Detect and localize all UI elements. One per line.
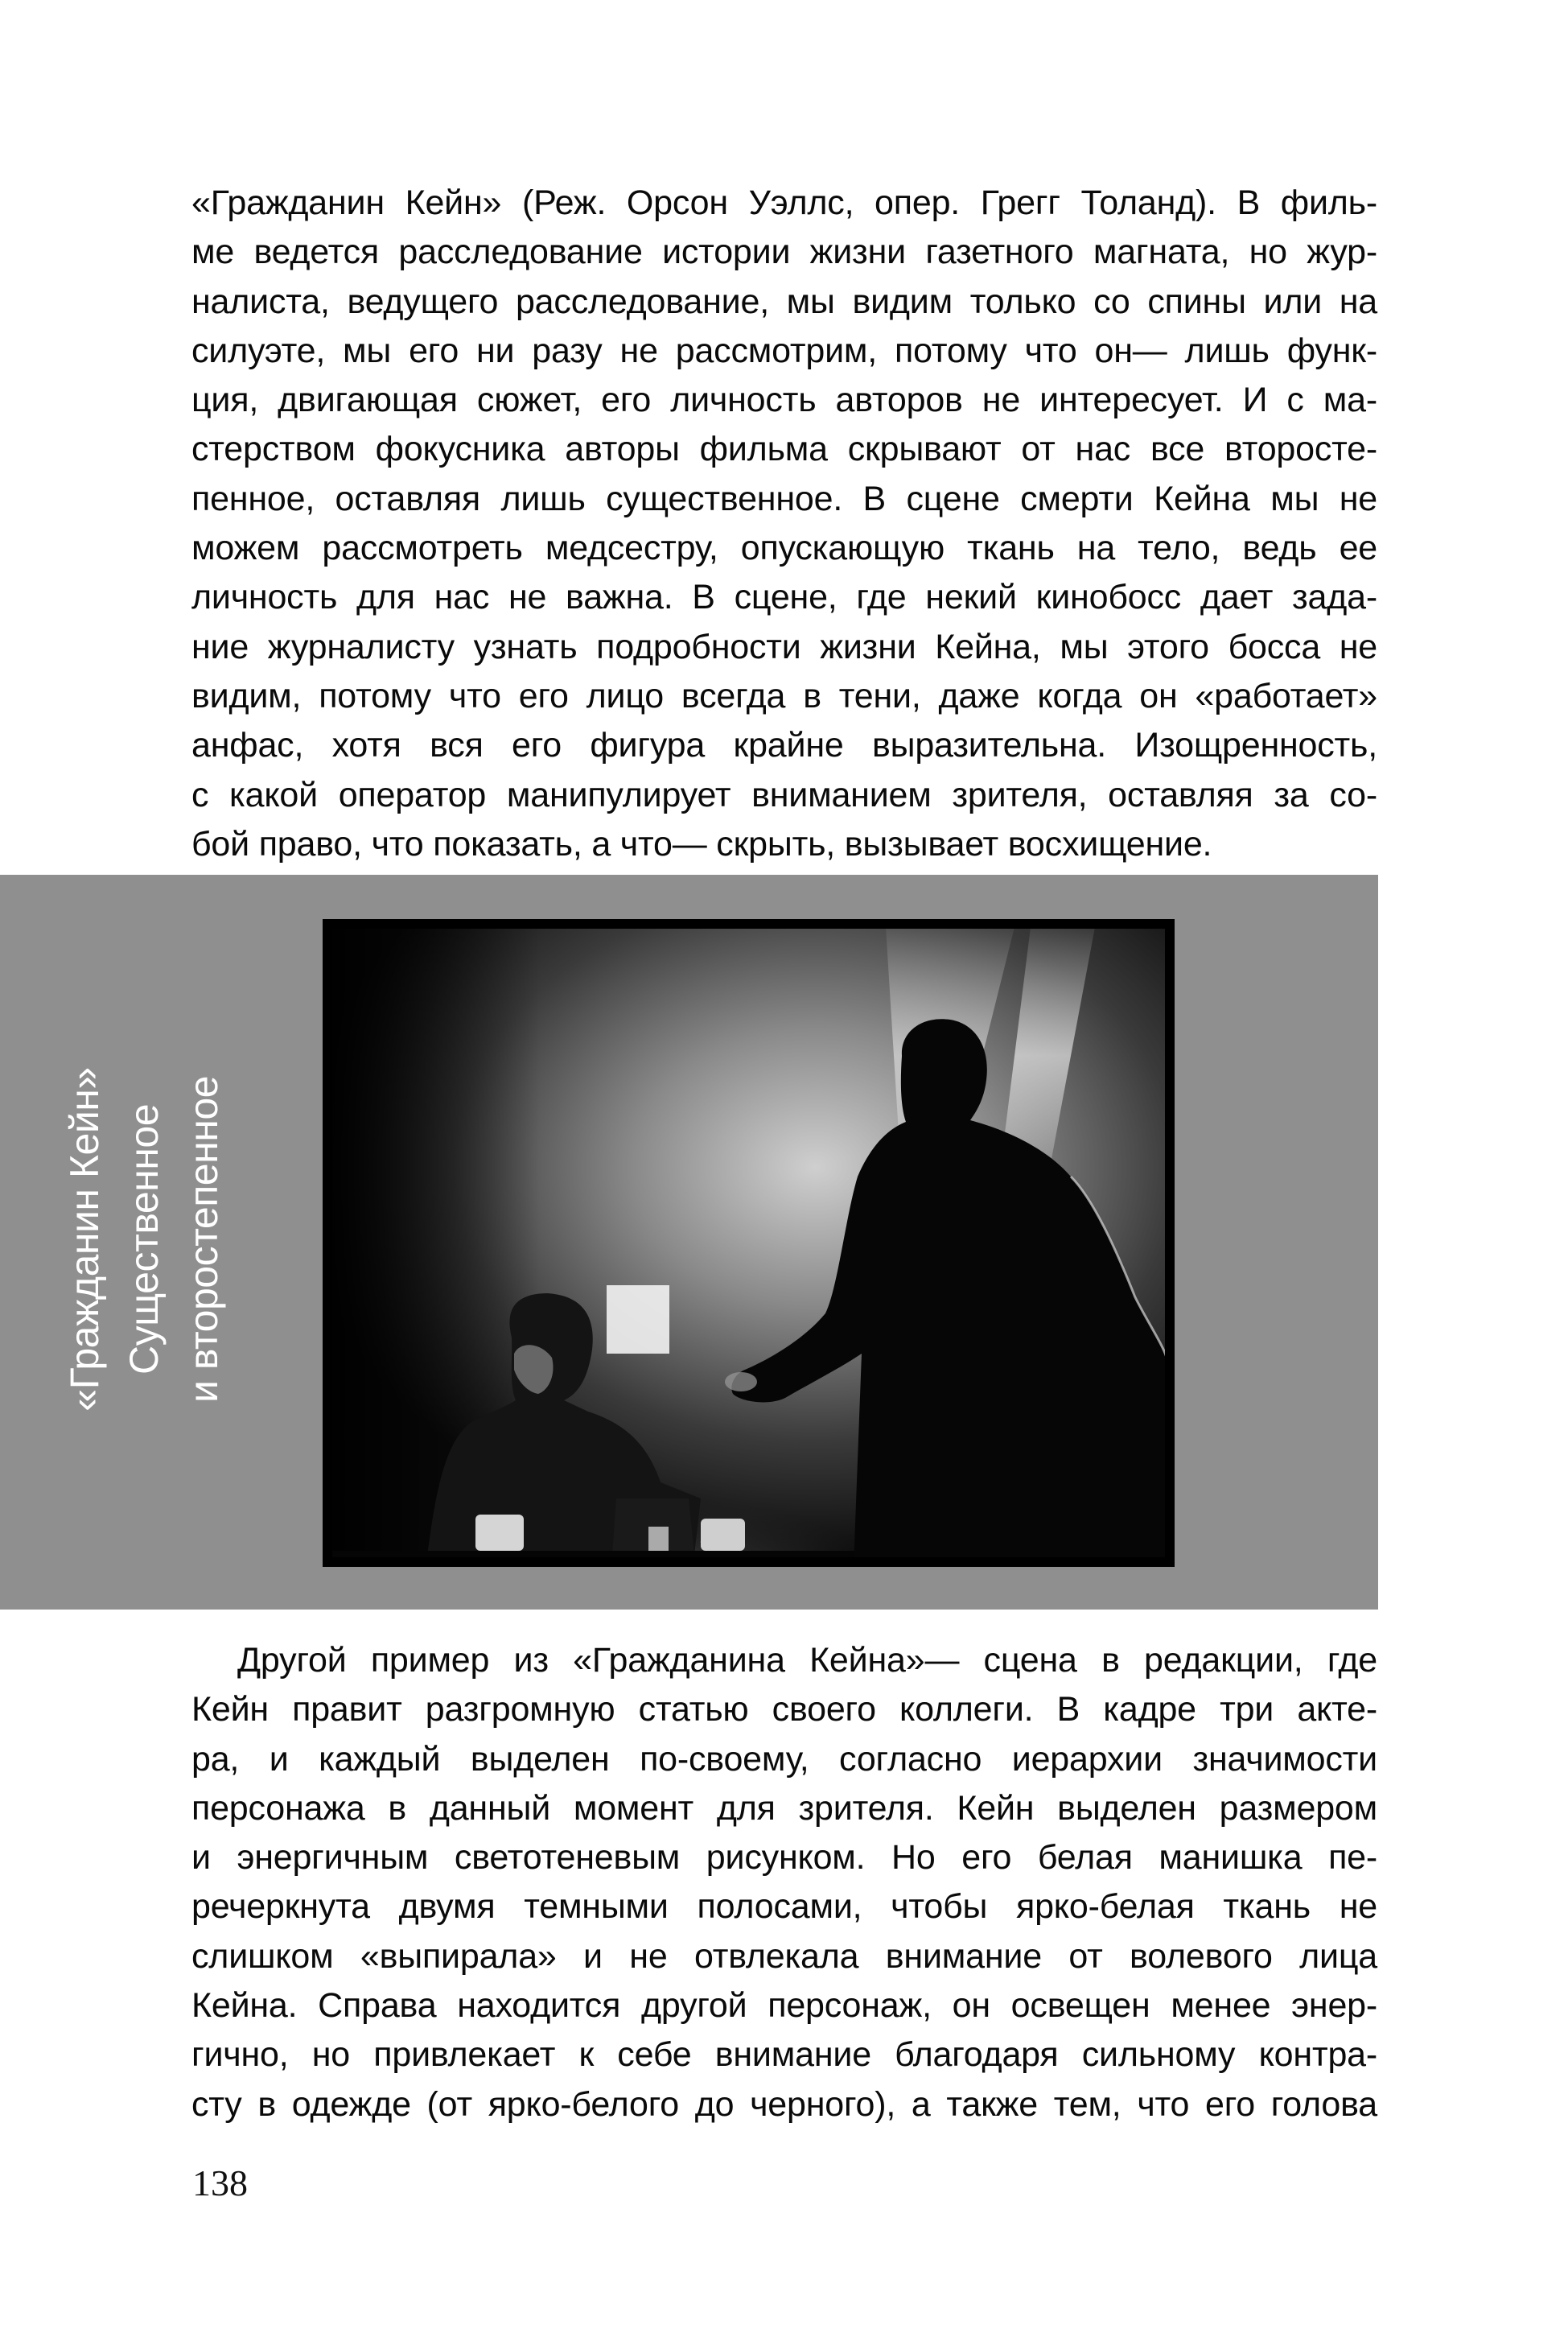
text-line: слишком «выпирала» и не отвлекала внимание от волевого лица (191, 1936, 1377, 1976)
text-line: ция, двигающая сюжет, его личность авторов не интересует. И с ма- (191, 381, 1377, 420)
text-line: «Гражданин Кейн» (Реж. Орсон Уэллс, опер. Грегг Толанд). В филь- (191, 183, 1377, 222)
film-still-image (323, 919, 1175, 1567)
text-line: речеркнута двумя темными полосами, чтобы ярко-белая ткань не (191, 1887, 1377, 1927)
caption-line-subtitle-1: Существенное (121, 1103, 167, 1375)
body-paragraph-2 (191, 1636, 1377, 2129)
text-line: анфас, хотя вся его фигура крайне выразительна. Изощренность, (191, 726, 1377, 765)
text-line: гично, но привлекает к себе внимание благодаря сильному контра- (191, 2035, 1377, 2075)
text-line: пенное, оставляя лишь существенное. В сцене смерти Кейна мы не (191, 479, 1377, 518)
body-paragraph-1 (191, 179, 1377, 869)
text-line: и энергичным светотеневым рисунком. Но его белая манишка пе- (191, 1838, 1377, 1878)
text-line: стерством фокусника авторы фильма скрывают от нас все второсте- (191, 430, 1377, 469)
film-still-photo (323, 919, 1175, 1567)
text-line: с какой оператор манипулирует вниманием зрителя, оставляя за со- (191, 775, 1377, 814)
text-line: видим, потому что его лицо всегда в тени, даже когда он «работает» (191, 676, 1377, 715)
text-line: Кейн правит разгромную статью своего коллеги. В кадре три акте- (191, 1690, 1377, 1729)
text-line: личность для нас не важна. В сцене, где некий кинобосс дает зада- (191, 578, 1377, 617)
caption-line-title: «Гражданин Кейн» (62, 1067, 107, 1412)
text-line: можем рассмотреть медсестру, опускающую ткань на тело, ведь ее (191, 529, 1377, 568)
caption-line-subtitle-2: и второстепенное (181, 1076, 226, 1403)
figure-caption-rotated (55, 982, 233, 1497)
page-number: 138 (192, 2162, 248, 2203)
text-line: ние журналисту узнать подробности жизни Кейна, мы этого босса не (191, 627, 1377, 666)
text-line: Другой пример из «Гражданина Кейна»— сцена в редакции, где (237, 1641, 1377, 1680)
text-line: налиста, ведущего расследование, мы видим только со спины или на (191, 282, 1377, 321)
text-line: бой право, что показать, а что— скрыть, вызывает восхищение. (191, 824, 1212, 864)
text-line: Кейна. Справа находится другой персонаж, он освещен менее энер- (191, 1986, 1377, 2026)
text-line: ра, и каждый выделен по-своему, согласно иерархии значимости (191, 1739, 1377, 1779)
text-line: ме ведется расследование истории жизни газетного магната, но жур- (191, 233, 1377, 272)
text-line: персонажа в данный момент для зрителя. Кейн выделен размером (191, 1788, 1377, 1828)
text-line: сту в одежде (от ярко-белого до черного), а также тем, что его голова (191, 2084, 1377, 2124)
text-line: силуэте, мы его ни разу не рассмотрим, потому что он— лишь функ- (191, 331, 1377, 370)
